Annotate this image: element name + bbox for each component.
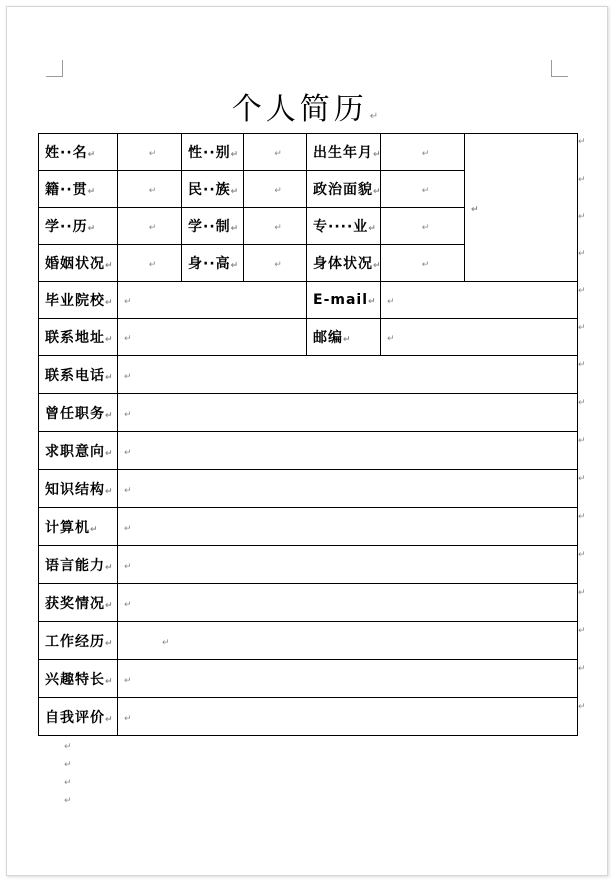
address-value-cell[interactable] (118, 319, 307, 356)
major-label-cell[interactable] (307, 208, 381, 245)
section-value-cell[interactable] (118, 698, 578, 736)
row-end-mark-icon: ↵ (578, 702, 586, 712)
section-label-cell[interactable] (39, 622, 118, 660)
paragraph-mark-icon: ↵ (124, 447, 132, 458)
table-row (39, 394, 578, 432)
paragraph-mark-icon: ↵ (274, 260, 282, 270)
paragraph-mark-icon: ↵ (274, 186, 282, 196)
row-end-mark-icon: ↵ (578, 286, 586, 296)
marital-value-cell[interactable] (118, 245, 182, 282)
section-label-cell[interactable] (39, 508, 118, 546)
paragraph-mark-icon: ↵ (124, 485, 132, 496)
paragraph-mark-icon: ↵ (124, 334, 132, 344)
paragraph-mark-icon: ↵ (64, 796, 72, 806)
row-end-mark-icon: ↵ (578, 175, 586, 185)
row-end-mark-icon: ↵ (578, 212, 586, 222)
trailing-paragraphs[interactable] (64, 738, 72, 810)
major-value-cell[interactable] (381, 208, 465, 245)
paragraph-mark-icon: ↵ (124, 371, 132, 382)
paragraph-mark-icon: ↵ (421, 260, 430, 270)
section-label: 兴趣特长 (45, 671, 105, 688)
section-label-cell[interactable] (39, 546, 118, 584)
paragraph-mark-icon: ↵ (230, 224, 240, 234)
row-end-mark-icon: ↵ (578, 550, 586, 560)
margin-corner-top-left (46, 60, 63, 77)
gender-label-cell[interactable] (182, 134, 244, 171)
margin-corner-top-right (551, 60, 568, 77)
ethnicity-value-cell[interactable] (244, 171, 307, 208)
address-label: 联系地址 (45, 330, 105, 346)
paragraph-mark-icon: ↵ (105, 372, 114, 383)
paragraph-mark-icon: ↵ (162, 637, 170, 648)
row-end-mark-icon: ↵ (578, 137, 586, 147)
section-value-cell[interactable] (118, 622, 578, 660)
paragraph-mark-icon: ↵ (90, 524, 99, 535)
address-label-cell[interactable] (39, 319, 118, 356)
paragraph-mark-icon: ↵ (87, 224, 97, 234)
paragraph-mark-icon: ↵ (373, 261, 382, 271)
table-row (39, 660, 578, 698)
height-label: 身··高 (188, 256, 231, 272)
health-label: 身体状况 (313, 256, 373, 272)
gender-value-cell[interactable] (244, 134, 307, 171)
table-row (39, 622, 578, 660)
paragraph-mark-icon: ↵ (105, 638, 114, 649)
paragraph-mark-icon: ↵ (124, 713, 132, 724)
table-row (39, 470, 578, 508)
email-value-cell[interactable] (381, 282, 578, 319)
birth-value-cell[interactable] (381, 134, 465, 171)
paragraph-mark-icon: ↵ (124, 561, 132, 572)
height-label-cell[interactable] (182, 245, 244, 282)
schooling-value-cell[interactable] (244, 208, 307, 245)
health-label-cell[interactable] (307, 245, 381, 282)
paragraph-mark-icon: ↵ (368, 297, 377, 307)
phone-label-cell[interactable] (39, 356, 118, 394)
marital-label-cell[interactable] (39, 245, 118, 282)
paragraph-mark-icon: ↵ (421, 186, 430, 196)
schooling-label-cell[interactable] (182, 208, 244, 245)
paragraph-mark-icon: ↵ (387, 334, 395, 344)
email-label-cell[interactable] (307, 282, 381, 319)
paragraph-mark-icon: ↵ (274, 223, 282, 233)
paragraph-mark-icon: ↵ (105, 298, 114, 308)
row-end-mark-icon: ↵ (578, 360, 586, 370)
table-row (39, 546, 578, 584)
paragraph-mark-icon: ↵ (64, 742, 72, 752)
row-end-mark-icon: ↵ (578, 512, 586, 522)
paragraph-mark-icon: ↵ (87, 150, 97, 160)
section-label-cell[interactable] (39, 432, 118, 470)
row-end-mark-icon: ↵ (578, 436, 586, 446)
paragraph-mark-icon: ↵ (471, 204, 479, 215)
school-value-cell[interactable] (118, 282, 307, 319)
section-label-cell[interactable] (39, 394, 118, 432)
education-label: 学··历 (45, 219, 88, 235)
section-value-cell[interactable] (118, 584, 578, 622)
section-label: 求职意向 (45, 443, 105, 460)
school-label: 毕业院校 (45, 293, 105, 309)
paragraph-mark-icon: ↵ (105, 335, 114, 345)
origin-label: 籍··贯 (45, 182, 88, 198)
paragraph-mark-icon: ↵ (124, 675, 132, 686)
section-label: 曾任职务 (45, 405, 105, 422)
height-value-cell[interactable] (244, 245, 307, 282)
birth-label: 出生年月 (313, 145, 373, 161)
paragraph-mark-icon: ↵ (87, 187, 97, 197)
name-value-cell[interactable] (118, 134, 182, 171)
paragraph-mark-icon: ↵ (387, 297, 395, 307)
origin-label-cell[interactable] (39, 171, 118, 208)
paragraph-mark-icon: ↵ (369, 111, 383, 122)
paragraph-mark-icon: ↵ (148, 149, 157, 159)
paragraph-mark-icon: ↵ (124, 599, 132, 610)
paragraph-mark-icon: ↵ (105, 600, 114, 611)
paragraph-mark-icon: ↵ (343, 335, 352, 345)
table-row (39, 508, 578, 546)
paragraph-mark-icon: ↵ (124, 523, 132, 534)
paragraph-mark-icon: ↵ (421, 149, 430, 159)
paragraph-mark-icon: ↵ (105, 448, 114, 459)
section-label-cell[interactable] (39, 660, 118, 698)
paragraph-mark-icon: ↵ (274, 149, 282, 159)
section-value-cell[interactable] (118, 394, 578, 432)
phone-label: 联系电话 (45, 367, 105, 384)
education-value-cell[interactable] (118, 208, 182, 245)
postcode-label-cell[interactable] (307, 319, 381, 356)
paragraph-mark-icon: ↵ (368, 224, 377, 234)
paragraph-mark-icon: ↵ (373, 150, 382, 160)
paragraph-mark-icon: ↵ (421, 223, 430, 233)
paragraph-mark-icon: ↵ (148, 186, 157, 196)
paragraph-mark-icon: ↵ (105, 676, 114, 687)
paragraph-mark-icon: ↵ (64, 760, 72, 770)
phone-value-cell[interactable] (118, 356, 578, 394)
paragraph-mark-icon: ↵ (230, 187, 240, 197)
row-end-mark-icon: ↵ (578, 474, 586, 484)
section-label-cell[interactable] (39, 470, 118, 508)
table-row (39, 134, 578, 171)
major-label: 专····业 (313, 219, 369, 235)
section-label-cell[interactable] (39, 584, 118, 622)
row-end-mark-icon: ↵ (578, 664, 586, 674)
paragraph-mark-icon: ↵ (105, 410, 114, 421)
paragraph-mark-icon: ↵ (124, 409, 132, 420)
paragraph-mark-icon: ↵ (148, 223, 157, 233)
political-label: 政治面貌 (313, 182, 373, 198)
resume-table[interactable] (38, 133, 578, 736)
title-text: 个人简历 (231, 92, 368, 127)
political-label-cell[interactable] (307, 171, 381, 208)
paragraph-mark-icon: ↵ (148, 260, 157, 270)
table-row (39, 698, 578, 736)
paragraph-mark-icon: ↵ (373, 187, 382, 197)
table-row (39, 319, 578, 356)
paragraph-mark-icon: ↵ (124, 297, 132, 307)
ethnicity-label: 民··族 (188, 182, 231, 198)
paragraph-mark-icon: ↵ (105, 714, 114, 725)
table-row (39, 282, 578, 319)
section-value-cell[interactable] (118, 660, 578, 698)
paragraph-mark-icon: ↵ (105, 562, 114, 573)
row-end-mark-icon: ↵ (578, 323, 586, 333)
section-label: 获奖情况 (45, 595, 105, 612)
education-label-cell[interactable] (39, 208, 118, 245)
section-value-cell[interactable] (118, 470, 578, 508)
section-label: 知识结构 (45, 481, 105, 498)
row-end-mark-icon: ↵ (578, 398, 586, 408)
photo-cell[interactable] (465, 134, 578, 282)
postcode-label: 邮编 (313, 330, 343, 346)
name-label-cell[interactable] (39, 134, 118, 171)
paragraph-mark-icon: ↵ (230, 261, 240, 271)
table-row (39, 432, 578, 470)
row-end-mark-icon: ↵ (578, 588, 586, 598)
paragraph-mark-icon: ↵ (64, 778, 72, 788)
political-value-cell[interactable] (381, 171, 465, 208)
row-end-mark-icon: ↵ (578, 249, 586, 259)
section-label: 计算机 (45, 519, 90, 536)
section-label-cell[interactable] (39, 698, 118, 736)
section-label: 语言能力 (45, 557, 105, 574)
paragraph-mark-icon: ↵ (230, 150, 240, 160)
school-label-cell[interactable] (39, 282, 118, 319)
ethnicity-label-cell[interactable] (182, 171, 244, 208)
table-row (39, 356, 578, 394)
schooling-label: 学··制 (188, 219, 231, 235)
row-end-mark-icon: ↵ (578, 626, 586, 636)
postcode-value-cell[interactable] (381, 319, 578, 356)
gender-label: 性··别 (188, 145, 231, 161)
section-value-cell[interactable] (118, 508, 578, 546)
name-label: 姓··名 (45, 145, 88, 161)
health-value-cell[interactable] (381, 245, 465, 282)
birth-label-cell[interactable] (307, 134, 381, 171)
paragraph-mark-icon: ↵ (105, 486, 114, 497)
document-title[interactable] (0, 84, 614, 128)
marital-label: 婚姻状况 (45, 256, 105, 272)
section-label: 工作经历 (45, 633, 105, 650)
origin-value-cell[interactable] (118, 171, 182, 208)
paragraph-mark-icon: ↵ (105, 261, 114, 271)
section-label: 自我评价 (45, 709, 105, 726)
section-value-cell[interactable] (118, 546, 578, 584)
table-row (39, 584, 578, 622)
email-label: E-mail (313, 292, 369, 308)
section-value-cell[interactable] (118, 432, 578, 470)
